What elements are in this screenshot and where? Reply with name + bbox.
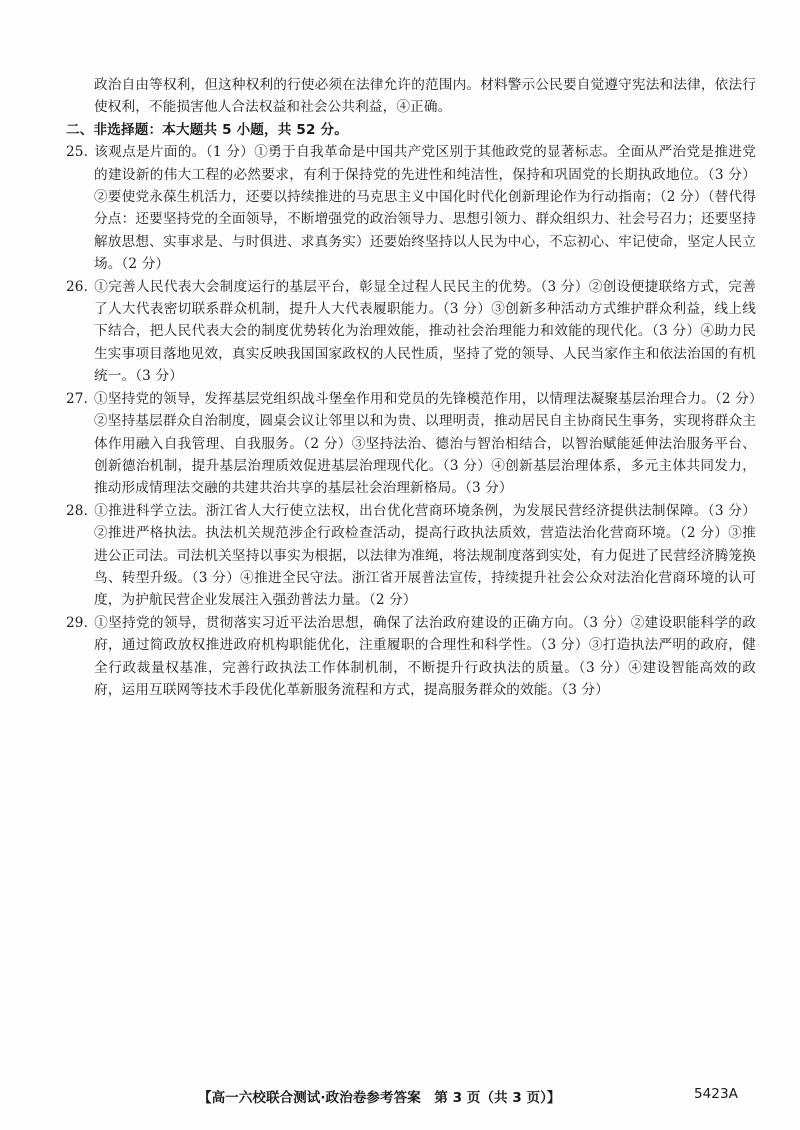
footer-code: 5423A <box>694 1086 738 1102</box>
question-answer-text: ①完善人民代表大会制度运行的基层平台，彰显全过程人民民主的优势。（3 分）②创设便捷联络方式，完善了人大代表密切联系群众机制，提升人大代表履职能力。（3 分）③创新多种活动方式维护群众利益，线上线下结合，把人民代表大会的制度优势转化为治理效能，推动社会治理能力和效能的现代化。（3 分）④助力民生实事项目落地见效，真实反映我国国家政权的人民性质，坚持了党的领导、人民当家作主和依法治国的有机统一。（3 分） <box>94 278 756 385</box>
question-number: 25. <box>66 144 89 161</box>
question-answer-text: 该观点是片面的。（1 分）①勇于自我革命是中国共产党区别于其他政党的显著标志。全面从严治党是推进党的建设新的伟大工程的必然要求，有利于保持党的先进性和纯洁性，保持和巩固党的长期执政地位。（3 分）②要使党永葆生机活力，还要以持续推进的马克思主义中国化时代化创新理论作为行动指南；（2 分）（替代得分点：还要坚持党的全面领导，不断增强党的政治领导力、思想引领力、群众组织力、社会号召力；还要坚持解放思想、实事求是、与时俱进、求真务实）还要始终坚持以人民为中心，不忘初心、牢记使命，坚定人民立场。（2 分） <box>94 144 756 273</box>
question-29 <box>66 612 756 702</box>
question-number: 29. <box>66 614 89 631</box>
question-26 <box>66 276 756 388</box>
question-answer-text: ①推进科学立法。浙江省人大行使立法权，出台优化营商环境条例，为发展民营经济提供法制保障。（3 分）②推进严格执法。执法机关规范涉企行政检查活动，提高行政执法质效，营造法治化营商环境。（2 分）③推进公正司法。司法机关坚持以事实为根据，以法律为准绳，将法规制度落到实处，有力促进了民营经济腾笼换鸟、转型升级。（3 分）④推进全民守法。浙江省开展普法宣传，持续提升社会公众对法治化营商环境的认可度，为护航民营企业发展注入强劲普法力量。（2 分） <box>94 502 756 609</box>
question-number: 26. <box>66 278 89 295</box>
question-27 <box>66 388 756 500</box>
question-28 <box>66 500 756 612</box>
question-25 <box>66 141 756 275</box>
page-footer <box>0 1086 800 1110</box>
question-number: 27. <box>66 390 89 407</box>
answer-content <box>66 74 756 701</box>
continuation-paragraph: 政治自由等权利，但这种权利的行使必须在法律允许的范围内。材料警示公民要自觉遵守宪法和法律，依法行使权利，不能损害他人合法权益和社会公共利益，④正确。 <box>94 77 756 116</box>
question-number: 28. <box>66 502 89 519</box>
section-heading: 二、非选择题：本大题共 5 小题，共 52 分。 <box>66 121 348 138</box>
question-answer-text: ①坚持党的领导，贯彻落实习近平法治思想，确保了法治政府建设的正确方向。（3 分）②建设职能科学的政府，通过简政放权推进政府机构职能优化，注重履职的合理性和科学性。（3 分）③打造执法严明的政府，健全行政裁量权基准，完善行政执法工作体制机制，不断提升行政执法的质量。（3 分）④建设智能高效的政府，运用互联网等技术手段优化革新服务流程和方式，提高服务群众的效能。（3 分） <box>94 614 756 698</box>
question-answer-text: ①坚持党的领导，发挥基层党组织战斗堡垒作用和党员的先锋模范作用，以情理法凝聚基层治理合力。（2 分）②坚持基层群众自治制度，圆桌会议让邻里以和为贵、以理明责，推动居民自主协商民生事务，实现将群众主体作用融入自我管理、自我服务。（2 分）③坚持法治、德治与智治相结合，以智治赋能延伸法治服务平台、创新德治机制，提升基层治理质效促进基层治理现代化。（3 分）④创新基层治理体系，多元主体共同发力，推动形成情理法交融的共建共治共享的基层社会治理新格局。（3 分） <box>94 390 756 497</box>
footer-title: 【高一六校联合测试·政治卷参考答案 第 3 页（共 3 页）】 <box>198 1090 561 1106</box>
